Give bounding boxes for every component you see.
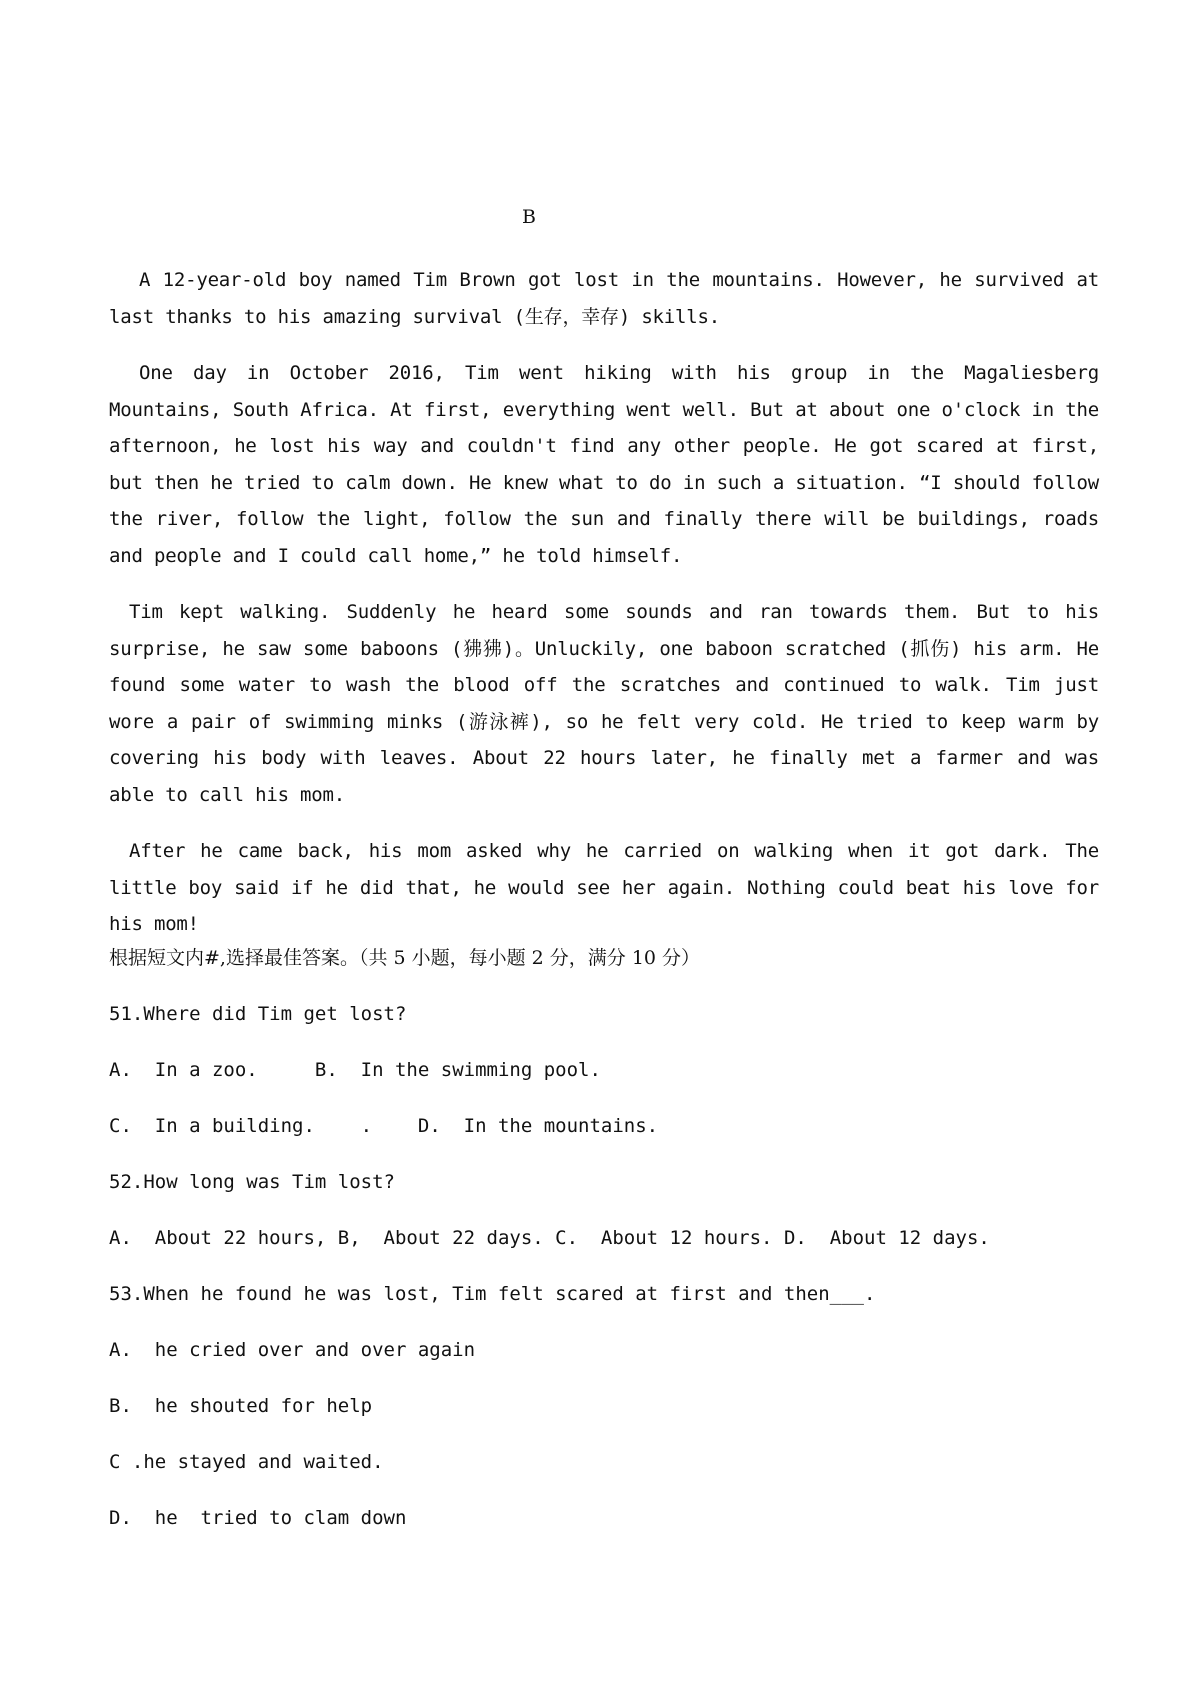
- questions-section: [109, 940, 1099, 1556]
- section-label: B: [522, 206, 536, 228]
- option-c: C. In a building.: [109, 1115, 315, 1137]
- question-stem: 51.Where did Tim get lost?: [109, 1003, 407, 1025]
- option-c: C .he stayed and waited.: [109, 1451, 384, 1473]
- option-a: A. In a zoo.: [109, 1059, 258, 1081]
- questions-instruction: 根据短文内#,选择最佳答案。（共 5 小题，每小题 2 分，满分 10 分）: [109, 947, 701, 969]
- passage-paragraph: Tim kept walking. Suddenly he heard some sounds and ran towards them. But to his surprise, he saw some baboons (狒狒)。Unluckily, one baboon scratched (抓伤) his arm. He found some water to wash the blood off the scratches and continued to walk. Tim just wore a pair of swimming minks (游泳裤), so he felt very cold. He tried to keep warm by covering his body with leaves. About 22 hours later, he finally met a farmer and was able to call his mom.: [109, 601, 1099, 806]
- option-row: [109, 1220, 1099, 1256]
- question-stem: 52.How long was Tim lost?: [109, 1171, 395, 1193]
- option-d: D. In the mountains.: [417, 1115, 659, 1137]
- option-a: A. About 22 hours,: [109, 1227, 327, 1249]
- option-d: D. he tried to clam down: [109, 1507, 407, 1529]
- stray-dot: .: [360, 1115, 373, 1137]
- option-b: B. he shouted for help: [109, 1395, 373, 1417]
- option-b: B, About 22 days.: [337, 1227, 544, 1249]
- option-row: [109, 1108, 1099, 1144]
- option-row: [109, 1052, 1099, 1088]
- passage-paragraph: One day in October 2016, Tim went hiking with his group in the Magaliesberg Mountains, South Africa. At first, everything went well. But at about one o'clock in the afternoon, he lost his way and couldn't find any other people. He got scared at first, but then he tried to calm down. He knew what to do in such a situation. “I should follow the river, follow the light, follow the sun and finally there will be buildings, roads and people and I could call home,” he told himself.: [109, 362, 1099, 567]
- option-b: B. In the swimming pool.: [314, 1059, 601, 1081]
- passage-paragraph: After he came back, his mom asked why he carried on walking when it got dark. The little boy said if he did that, he would see her again. Nothing could beat his love for his mom!: [109, 840, 1099, 935]
- reading-passage: [109, 262, 1099, 963]
- passage-paragraph: A 12-year-old boy named Tim Brown got lost in the mountains. However, he survived at last thanks to his amazing survival (生存，幸存) skills.: [109, 269, 1099, 328]
- option-a: A. he cried over and over again: [109, 1339, 476, 1361]
- question-stem: 53.When he found he was lost, Tim felt scared at first and then___.: [109, 1283, 876, 1305]
- option-c: C. About 12 hours.: [555, 1227, 773, 1249]
- option-d: D. About 12 days.: [783, 1227, 990, 1249]
